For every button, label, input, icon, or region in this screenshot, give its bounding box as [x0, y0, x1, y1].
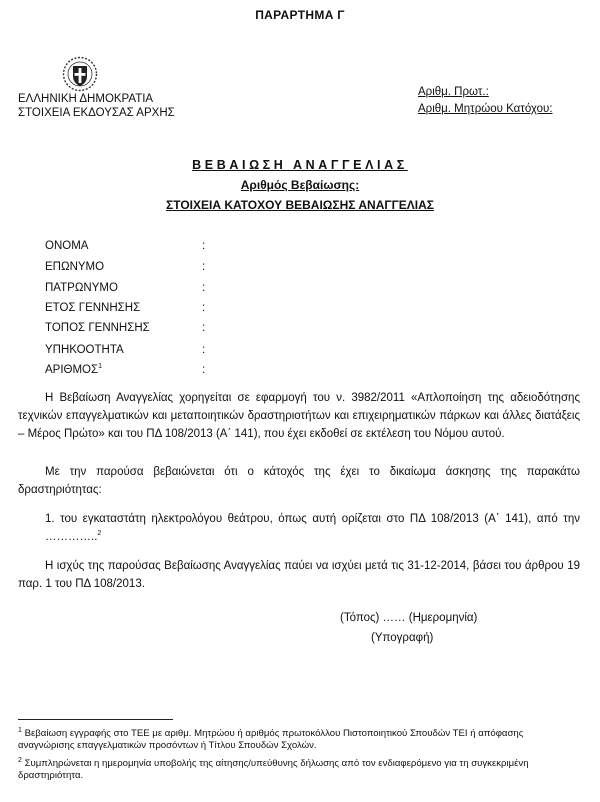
paragraph-entitlement: Με την παρούσα βεβαιώνεται ότι ο κάτοχός της έχει το δικαίωμα άσκησης της παρακάτω δραστηριότητας:: [18, 466, 580, 496]
field-separator: :: [202, 364, 206, 376]
footnote-number: 2: [18, 756, 22, 764]
place-date-line: (Τόπος) …… (Ημερομηνία): [340, 612, 478, 624]
document-title: ΒΕΒΑΙΩΣΗ ΑΝΑΓΓΕΛΙΑΣ: [192, 158, 408, 172]
activity-item-text: 1. του εγκαταστάτη ηλεκτρολόγου θεάτρου, όπως αυτή ορίζεται στο ΠΔ 108/2013 (Α΄ 141), από την …………..: [45, 513, 580, 543]
field-separator: :: [202, 344, 206, 356]
field-label-birth-place: ΤΟΠΟΣ ΓΕΝΝΗΣΗΣ: [45, 322, 150, 334]
field-separator: :: [202, 240, 206, 252]
footnote-text: Βεβαίωση εγγραφής στο ΤΕΕ με αριθμ. Μητρώου ή αριθμός πρωτοκόλλου Πιστοποιητικού Σπουδών ΤΕΙ ή απόφασης αναγνώρισης επαγγελματικών προσόντων ή Τίτλου Σπουδών Σχολών.: [18, 728, 524, 751]
issuer-country: ΕΛΛΗΝΙΚΗ ΔΗΜΟΚΡΑΤΙΑ: [18, 93, 154, 105]
issuing-authority: [18, 92, 175, 120]
field-label-number: [45, 364, 102, 376]
holder-details-heading: ΣΤΟΙΧΕΙΑ ΚΑΤΟΧΟΥ ΒΕΒΑΙΩΣΗΣ ΑΝΑΓΓΕΛΙΑΣ: [166, 198, 434, 212]
footnote-ref-2: 2: [97, 530, 102, 538]
holder-registry-label: Αριθμ. Μητρώου Κατόχου:: [418, 103, 553, 115]
annex-title: ΠΑΡΑΡΤΗΜΑ Γ: [255, 8, 345, 22]
activity-item: [45, 510, 580, 546]
paragraph-legal-basis: Η Βεβαίωση Αναγγελίας χορηγείται σε εφαρμογή του ν. 3982/2011 «Απλοποίηση της αδειοδότησης τεχνικών επαγγελματικών και μεταποιητικών δραστηριοτήτων και επιχειρηματικών πάρκων και άλλες διατάξεις – Μέρος Πρώτο» και του ΠΔ 108/2013 (Α΄ 141), που έχει εκδοθεί σε εκτέλεση του Νόμου αυτού.: [18, 392, 580, 440]
footnote-ref-1: 1: [98, 363, 103, 371]
field-label-fathers-name: ΠΑΤΡΩΝΥΜΟ: [45, 282, 118, 294]
field-label-name: ΟΝΟΜΑ: [45, 240, 89, 252]
field-label-surname: ΕΠΩΝΥΜΟ: [45, 261, 105, 273]
paragraph-validity: Η ισχύς της παρούσας Βεβαίωσης Αναγγελίας παύει να ισχύει μετά τις 31-12-2014, βάσει του άρθρου 19 παρ. 1 του ΠΔ 108/2013.: [18, 560, 580, 590]
field-label-birth-year: ΕΤΟΣ ΓΕΝΝΗΣΗΣ: [45, 302, 141, 314]
protocol-number-label: Αριθμ. Πρωτ.:: [418, 86, 489, 98]
issuer-authority: ΣΤΟΙΧΕΙΑ ΕΚΔΟΥΣΑΣ ΑΡΧΗΣ: [18, 107, 175, 119]
footnote-text: Συμπληρώνεται η ημερομηνία υποβολής της αίτησης/υπεύθυνης δήλωσης από τον ενδιαφερόμενο για τη συγκεκριμένη δραστηριότητα.: [18, 758, 529, 781]
footnote-1: [18, 728, 580, 751]
field-separator: :: [202, 261, 206, 273]
field-separator: :: [202, 282, 206, 294]
field-label-number-text: ΑΡΙΘΜΟΣ: [45, 364, 99, 376]
field-label-nationality: ΥΠΗΚΟΟΤΗΤΑ: [45, 344, 124, 356]
certificate-number-label: Αριθμός Βεβαίωσης:: [240, 178, 360, 192]
signature-line: (Υπογραφή): [371, 632, 434, 644]
footnote-divider: [18, 719, 173, 720]
footnote-2: [18, 758, 580, 781]
reference-numbers: [418, 84, 553, 118]
footnote-number: 1: [18, 726, 22, 734]
greek-coat-of-arms-icon: [62, 56, 98, 92]
field-separator: :: [202, 302, 206, 314]
field-separator: :: [202, 322, 206, 334]
